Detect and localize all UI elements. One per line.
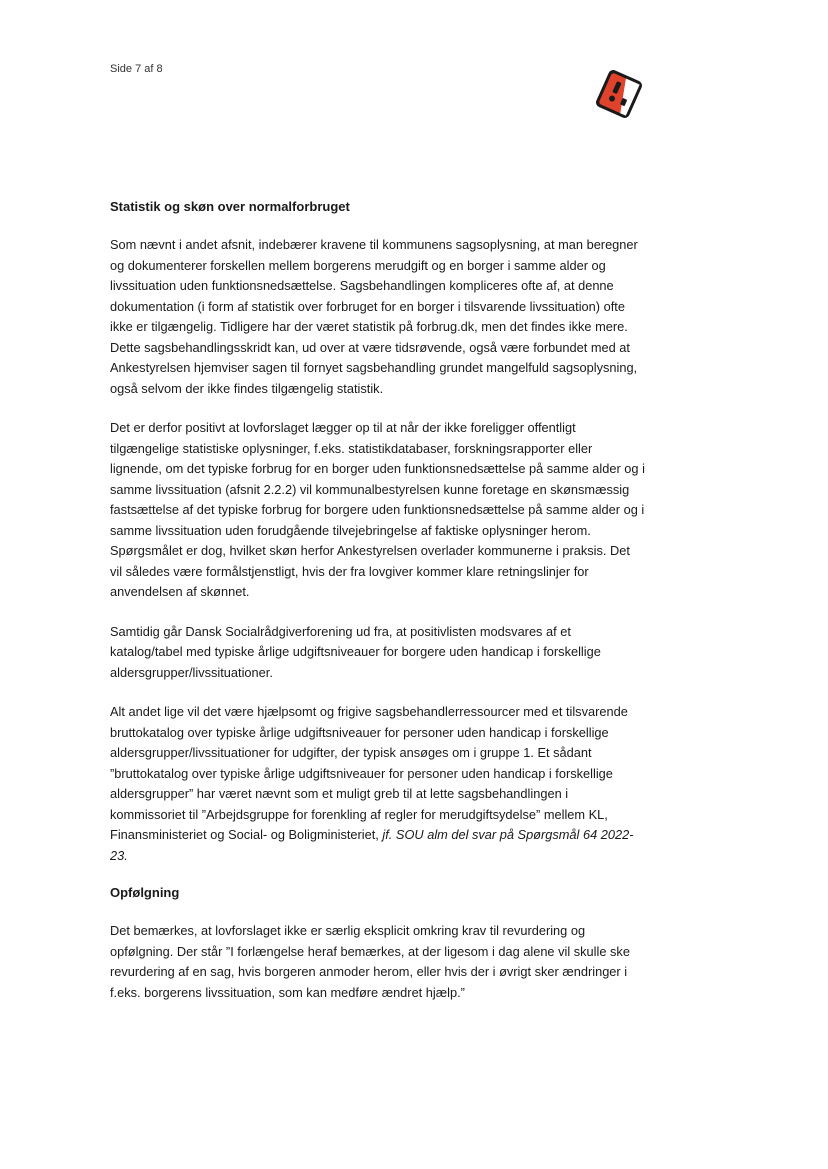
- paragraph-4: [110, 702, 645, 866]
- section-heading-statistik: Statistik og skøn over normalforbruget: [110, 199, 350, 214]
- paragraph-5: Det bemærkes, at lovforslaget ikke er særlig eksplicit omkring krav til revurdering og opfølgning. Der står ”I forlængelse heraf bemærkes, at der ligesom i dag alene vil skulle ske revurdering af en sag, hvis borgeren anmoder herom, eller hvis der i øvrigt sker ændringer i f.eks. borgerens livssituation, som kan medføre ændret hjælp.”: [110, 923, 630, 1000]
- paragraph-4-text: Alt andet lige vil det være hjælpsomt og frigive sagsbehandlerressourcer med et tilsvarende bruttokatalog over typiske årlige udgiftsniveauer for personer uden handicap i forskellige aldersgrupper/livssituationer for udgifter, der typisk ansøges om i gruppe 1. Et sådant ”bruttokatalog over typiske årlige udgiftsniveauer for personer uden handicap i forskellige aldersgrupper” har været nævnt som et muligt greb til at lette sagsbehandlingen i kommissoriet til ”Arbejdsgruppe for forenkling af regler for merudgiftsydelse” mellem KL, Finansministeriet og Social- og Boligministeriet,: [110, 704, 628, 842]
- section-heading-opfolgning: Opfølgning: [110, 885, 180, 900]
- reference-citation: jf. SOU alm del svar på Spørgsmål 64 2022-23.: [110, 827, 634, 863]
- document-body: [110, 197, 645, 1022]
- organization-logo-icon: [590, 66, 648, 122]
- page-number: Side 7 af 8: [110, 63, 163, 75]
- paragraph-3: Samtidig går Dansk Socialrådgiverforening ud fra, at positivlisten modsvares af et katalog/tabel med typiske årlige udgiftsniveauer for borgere uden handicap i forskellige aldersgrupper/livssituationer.: [110, 623, 601, 680]
- paragraph-2: Det er derfor positivt at lovforslaget lægger op til at når der ikke foreligger offentligt tilgængelige statistiske oplysninger, f.eks. statistikdatabaser, forskningsrapporter eller lignende, om det typiske forbrug for en borger uden funktionsnedsættelse på samme alder og i samme livssituation (afsnit 2.2.2) vil kommunalbestyrelsen kunne foretage en skønsmæssig fastsættelse af det typiske forbrug for borgere uden funktionsnedsættelse på samme alder og i samme livssituation uden forudgående tilvejebringelse af faktiske oplysninger herom. Spørgsmålet er dog, hvilket skøn herfor Ankestyrelsen overlader kommunerne i praksis. Det vil således være formålstjenstligt, hvis der fra lovgiver kommer klare retningslinjer for anvendelsen af skønnet.: [110, 420, 645, 599]
- paragraph-1: Som nævnt i andet afsnit, indebærer kravene til kommunens sagsoplysning, at man beregner og dokumenterer forskellen mellem borgerens merudgift og en borger i samme alder og livssituation uden funktionsnedsættelse. Sagsbehandlingen kompliceres ofte af, at denne dokumentation (i form af statistik over forbruget for en borger i tilsvarende livssituation) ofte ikke er tilgængelig. Tidligere har der været statistik på forbrug.dk, men det findes ikke mere. Dette sagsbehandlingsskridt kan, ud over at være tidsrøvende, også være forbundet med at Ankestyrelsen hjemviser sagen til fornyet sagsbehandling grundet mangelfuld sagsoplysning, også selvom der ikke findes tilgængelig statistik.: [110, 237, 638, 396]
